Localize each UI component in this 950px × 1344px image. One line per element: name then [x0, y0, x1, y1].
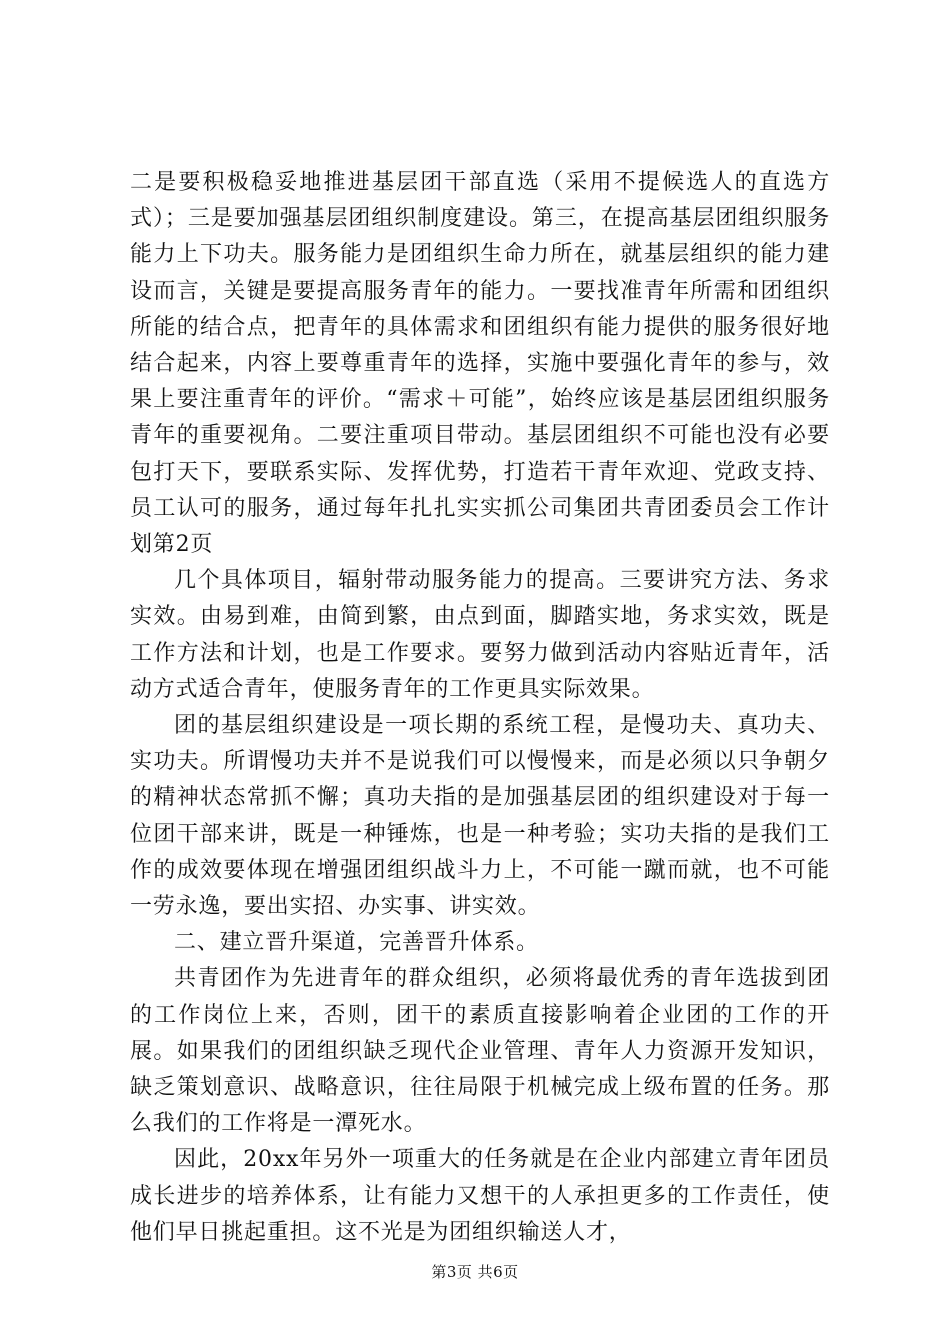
section-heading: 二、建立晋升渠道，完善晋升体系。: [174, 930, 539, 956]
paragraph-3: 团的基层组织建设是一项长期的系统工程，是慢功夫、真功夫、实功夫。所谓慢功夫并不是说我们可以慢慢来，而是必须以只争朝夕的精神状态常抓不懈；真功夫指的是加强基层团的组织建设对于每一位团干部来讲，既是一种锤炼，也是一种考验；实功夫指的是我们工作的成效要体现在增强团组织战斗力上，不可能一蹴而就，也不可能一劳永逸，要出实招、办实事、讲实效。: [130, 713, 830, 920]
paragraph-1: 二是要积极稳妥地推进基层团干部直选（采用不提候选人的直选方式）；三是要加强基层团组织制度建设。第三，在提高基层团组织服务能力上下功夫。服务能力是团组织生命力所在，就基层组织的能力建设而言，关键是要提高服务青年的能力。一要找准青年所需和团组织所能的结合点，把青年的具体需求和团组织有能力提供的服务很好地结合起来，内容上要尊重青年的选择，实施中要强化青年的参与，效果上要注重青年的评价。“需求＋可能”，始终应该是基层团组织服务青年的重要视角。二要注重项目带动。基层团组织不可能也没有必要包打天下，要联系实际、发挥优势，打造若干青年欢迎、党政支持、员工认可的服务，通过每年扎扎实实抓公司集团共青团委员会工作计划第2页: [130, 170, 830, 558]
paragraph-2: 几个具体项目，辐射带动服务能力的提高。三要讲究方法、务求实效。由易到难，由简到繁，由点到面，脚踏实地，务求实效，既是工作方法和计划，也是工作要求。要努力做到活动内容贴近青年，活动方式适合青年，使服务青年的工作更具实际效果。: [130, 568, 830, 702]
page-footer: [0, 1262, 950, 1282]
page-number: 第3页 共6页: [431, 1263, 519, 1281]
paragraph-4: 共青团作为先进青年的群众组织，必须将最优秀的青年选拔到团的工作岗位上来，否则，团干的素质直接影响着企业团的工作的开展。如果我们的团组织缺乏现代企业管理、青年人力资源开发知识，缺乏策划意识、战略意识，往往局限于机械完成上级布置的任务。那么我们的工作将是一潭死水。: [130, 966, 830, 1137]
document-body: [130, 165, 830, 1251]
paragraph-5: 因此，20xx年另外一项重大的任务就是在企业内部建立青年团员成长进步的培养体系，让有能力又想干的人承担更多的工作责任，使他们早日挑起重担。这不光是为团组织输送人才，: [130, 1147, 830, 1245]
